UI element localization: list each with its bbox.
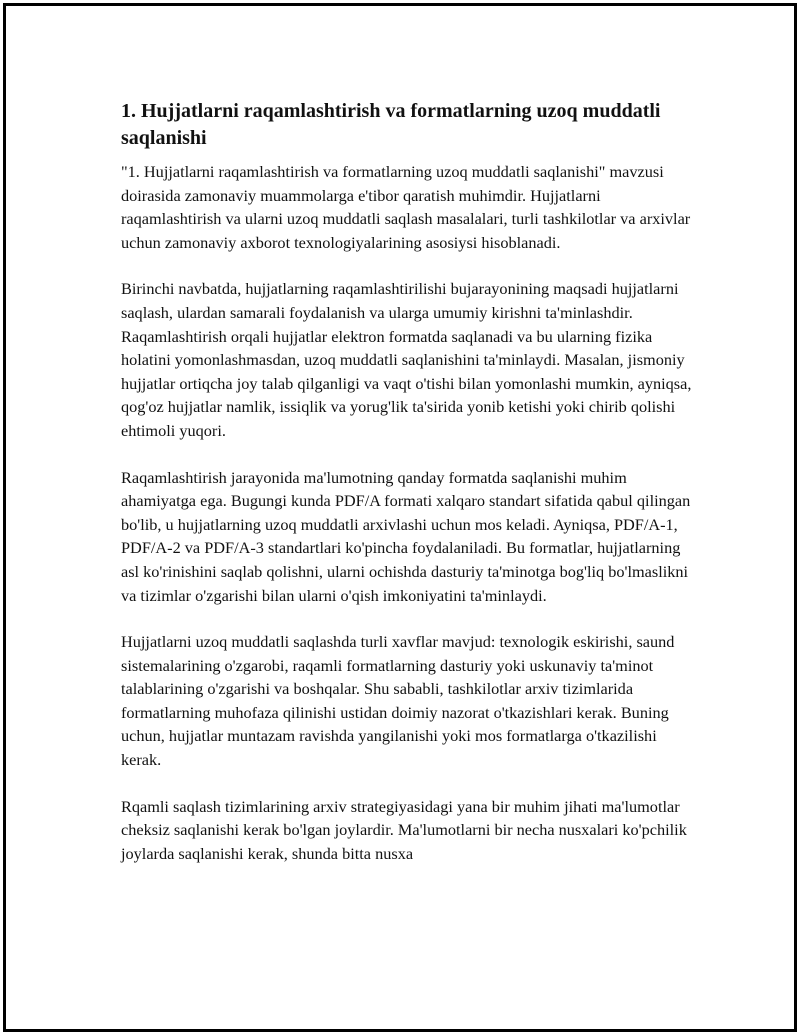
paragraph-digitization-purpose: Birinchi navbatda, hujjatlarning raqamlashtirilishi bujarayonining maqsadi hujjatlarni saqlash, ulardan samarali foydalanish va ularga umumiy kirishni ta'minlashdir. Raqamlashtirish orqali hujjatlar elektron formatda saqlanadi va bu ularning fizika holatini yomonlashmasdan, uzoq muddatli saqlanishini ta'minlaydi. Masalan, jismoniy hujjatlar ortiqcha joy talab qilganligi va vaqt o'tishi bilan yomonlashi mumkin, ayniqsa, qog'oz hujjatlar namlik, issiqlik va yorug'lik ta'sirida yonib ketishi yoki chirib qolishi ehtimoli yuqori. <box>121 279 692 440</box>
paragraph-risks: Hujjatlarni uzoq muddatli saqlashda turli xavflar mavjud: texnologik eskirishi, saund sistemalarining o'zgarobi, raqamli formatlarning dasturiy yoki uskunaviy ta'minot talablarining o'zgarishi va boshqalar. Shu sababli, tashkilotlar arxiv tizimlarida formatlarning muhofaza qilinishi ustidan doimiy nazorat o'tkazishlari kerak. Buning uchun, hujjatlar muntazam ravishda yangilanishi yoki mos formatlarga o'tkazilishi kerak. <box>121 632 675 770</box>
document-body <box>121 98 696 865</box>
section-heading: 1. Hujjatlarni raqamlashtirish va formatlarning uzoq muddatli saqlanishi <box>121 100 661 149</box>
paragraph-storage-strategy: Rqamli saqlash tizimlarining arxiv strategiyasidagi yana bir muhim jihati ma'lumotlar cheksiz saqlanishi kerak bo'lgan joylardir. Ma'lumotlarni bir necha nusxalari ko'pchilik joylarda saqlanishi kerak, shunda bitta nusxa <box>121 796 687 863</box>
paragraph-intro: "1. Hujjatlarni raqamlashtirish va formatlarning uzoq muddatli saqlanishi" mavzusi doirasida zamonaviy muammolarga e'tibor qaratish muhimdir. Hujjatlarni raqamlashtirish va ularni uzoq muddatli saqlash masalalari, turli tashkilotlar va arxivlar uchun zamonaviy axborot texnologiyalarining asosiysi hisoblanadi. <box>121 162 691 252</box>
page-frame <box>3 3 797 1032</box>
paragraph-formats: Raqamlashtirish jarayonida ma'lumotning qanday formatda saqlanishi muhim ahamiyatga ega. Bugungi kunda PDF/A formati xalqaro standart sifatida qabul qilingan bo'lib, u hujjatlarning uzoq muddatli arxivlashi uchun mos keladi. Ayniqsa, PDF/A-1, PDF/A-2 va PDF/A-3 standartlari ko'pincha foydalaniladi. Bu formatlar, hujjatlarning asl ko'rinishini saqlab qolishni, ularni ochishda dasturiy ta'minotga bog'liq bo'lmaslikni va tizimlar o'zgarishi bilan ularni o'qish imkoniyatini ta'minlaydi. <box>121 467 691 605</box>
